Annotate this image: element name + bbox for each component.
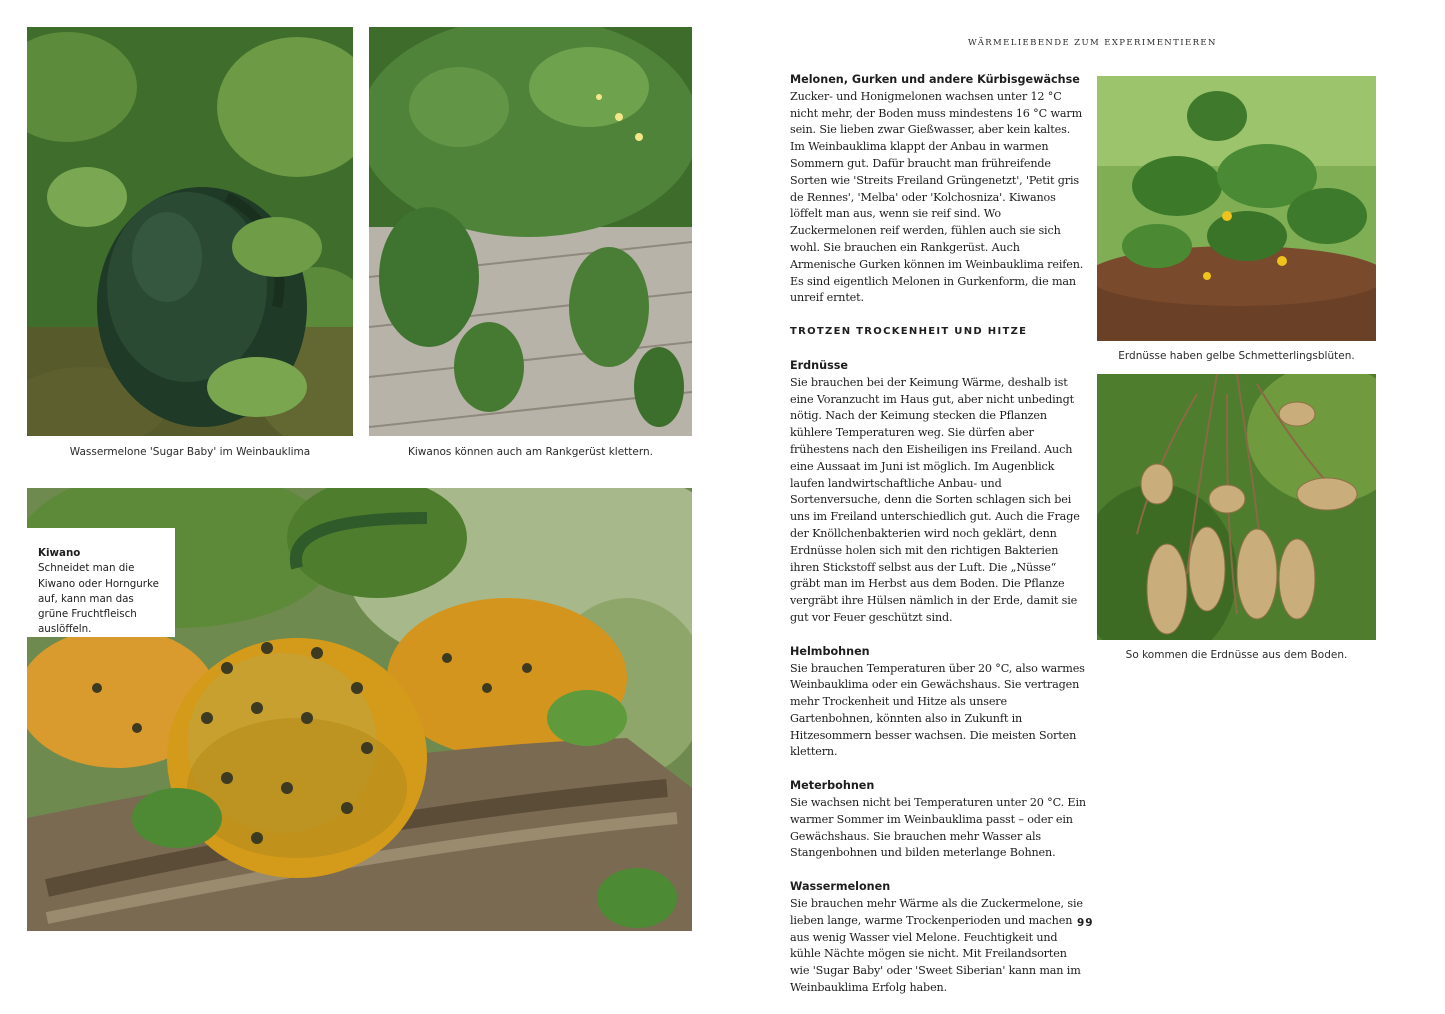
melonen-heading: Melonen, Gurken und andere Kürbisgewächse [790,73,1080,86]
kiwano-climbing-photo [369,27,692,436]
erdnuesse-heading: Erdnüsse [790,358,849,372]
kiwano-info-title: Kiwano [38,547,81,559]
running-head: WÄRMELIEBENDE ZUM EXPERIMENTIEREN [968,38,1217,48]
meterbohnen-heading: Meterbohnen [790,779,875,793]
kiwano-info-text: Schneidet man die Kiwano oder Horngurke auf, kann man das grüne Fruchtfleisch auslöffeln. [38,562,159,636]
melonen-body: Zucker- und Honigmelonen wachsen unter 12 °C nicht mehr, der Boden muss mindestens 16 °C warm sein. Sie lieben zwar Gießwasser, aber kein kaltes. Im Weinbauklima klappt der Anbau in warmen Sommern gut. Dafür braucht man frühreifende Sorten wie 'Streits Freiland Grüngenetzt', 'Petit gris de Rennes', 'Melba' oder 'Kolchosniza'. Kiwanos löffelt man aus, wenn sie reif sind. Wo Zuckermelonen reif werden, fühlen auch sie sich wohl. Sie brauchen ein Rankgerüst. Auch Armenische Gurken können im Weinbauklima reifen. Es sind eigentlich Melonen in Gurkenform, die man unreif erntet. [790,89,1084,305]
kiwano-climbing-caption: Kiwanos können auch am Rankgerüst klettern. [408,446,653,458]
peanut-roots-photo [1097,374,1376,640]
watermelon-caption: Wassermelone 'Sugar Baby' im Weinbauklima [69,446,311,458]
kiwano-info-box [27,528,175,637]
watermelon-photo [27,27,353,436]
wassermelonen-heading: Wassermelonen [790,880,891,894]
meterbohnen-body: Sie wachsen nicht bei Temperaturen unter 20 °C. Ein warmer Sommer im Weinbauklima passt – oder ein Gewächshaus. Sie brauchen mehr Wasser als Stangenbohnen und bilden meterlange Bohnen. [790,796,1086,860]
wassermelonen-body: Sie brauchen mehr Wärme als die Zuckermelone, sie lieben lange, warme Trockenperioden und machen aus wenig Wasser viel Melone. Feuchtigkeit und kühle Nächte mögen sie nicht. Mit Freilandsorten wie 'Sugar Baby' oder 'Sweet Siberian' kann man im Weinbauklima Erfolg haben. [790,897,1083,995]
helmbohnen-body: Sie brauchen Temperaturen über 20 °C, also warmes Weinbauklima oder ein Gewächshaus. Sie vertragen mehr Trockenheit und Hitze als unsere Gartenbohnen, könnten also in Zukunft in Hitzesommern besser wachsen. Die meisten Sorten klettern. [790,661,1085,759]
peanut-roots-caption: So kommen die Erdnüsse aus dem Boden. [1125,649,1348,661]
article-column [790,72,1086,1014]
peanut-plant-caption: Erdnüsse haben gelbe Schmetterlingsblüten. [1118,350,1355,362]
erdnuesse-body: Sie brauchen bei der Keimung Wärme, deshalb ist eine Voranzucht im Haus gut, aber nicht unbedingt nötig. Nach der Keimung stecken die Pflanzen kühlere Temperaturen weg. Sie dürfen aber frühestens nach den Eisheiligen ins Freiland. Auch eine Aussaat im Juni ist möglich. Im Augenblick laufen landwirtschaftliche Anbau- und Sortenversuche, denn die Sorten schlagen sich bei uns im Freiland unterschiedlich gut. Auch die Frage der Knöllchenbakterien wird noch geklärt, denn Erdnüsse holen sich mit den richtigen Bakterien ihren Stickstoff selbst aus der Luft. Die „Nüsse“ gräbt man im Herbst aus dem Boden. Die Pflanze vergräbt ihre Hülsen nämlich in der Erde, damit sie gut vor Feuer geschützt sind. [790,375,1080,624]
helmbohnen-heading: Helmbohnen [790,644,870,658]
peanut-plant-photo [1097,76,1376,341]
page-number: 99 [1077,917,1094,929]
section-title: TROTZEN TROCKENHEIT UND HITZE [790,326,1028,338]
